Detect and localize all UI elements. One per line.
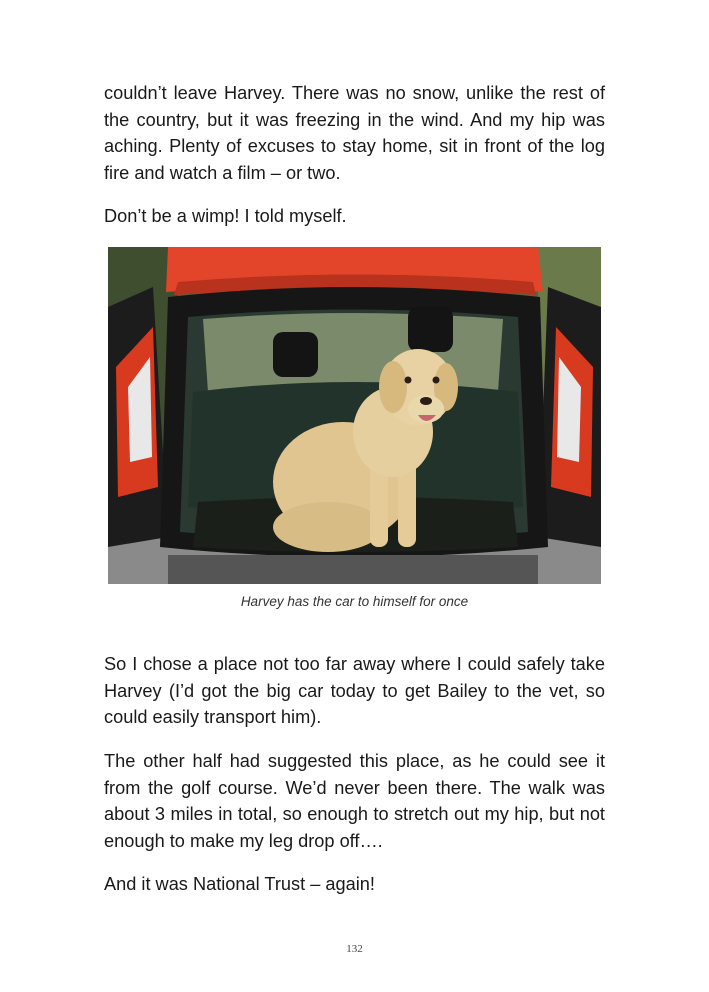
paragraph-2: Don’t be a wimp! I told myself. — [104, 206, 347, 226]
page-number: 132 — [346, 943, 363, 955]
paragraph-5: And it was National Trust – again! — [104, 874, 375, 894]
dog-in-car-photo — [108, 247, 601, 584]
paragraph-3: So I chose a place not too far away where I could safely take Harvey (I’d got the big car today to get Bailey to the vet, so could easily transport him). — [104, 654, 605, 727]
photo-caption: Harvey has the car to himself for once — [240, 594, 469, 609]
paragraph-1: couldn’t leave Harvey. There was no snow, unlike the rest of the country, but it was freezing in the wind. And my hip was aching. Plenty of excuses to stay home, sit in front of the log fire and watch a film – or two. — [104, 83, 605, 183]
paragraph-4: The other half had suggested this place, as he could see it from the golf course. We’d never been there. The walk was about 3 miles in total, so enough to stretch out my hip, but not enough to make my leg drop off…. — [104, 751, 605, 851]
